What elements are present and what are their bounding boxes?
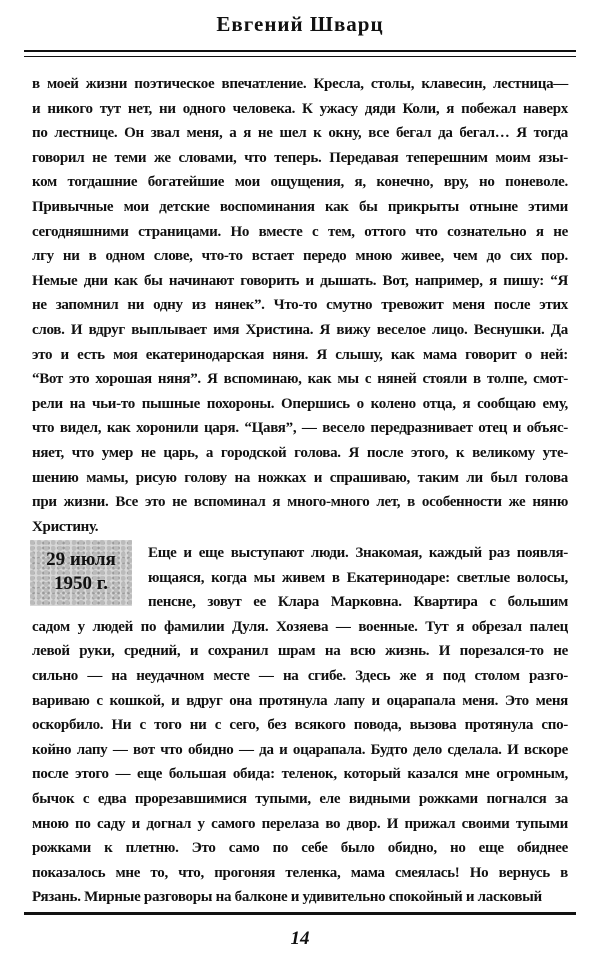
- text-line: садом у людей по фамилии Дуля. Хозяева — военные. Тут я обрезал палец: [32, 618, 568, 635]
- text-line: после этого — еще большая обида: теленок, который казался мне огромным,: [32, 766, 568, 783]
- text-line: мною по саду и догнал у самого перелаза во двор. И прижал своими тупыми: [32, 815, 568, 832]
- text-line: по лестнице. Он звал меня, а я не шел к окну, все бегал да бегал… Я тогда: [32, 125, 568, 142]
- text-line: не запомнил ни одну из нянек”. Что-то смутно тревожит меня после этих: [32, 297, 568, 314]
- text-line: пенсне, зовут ее Клара Марковна. Квартира с большим: [148, 594, 568, 611]
- text-line: Христину.: [32, 518, 99, 535]
- text-line: бычок с едва прорезавшимися тупыми, еле видными рожками погнался за: [32, 791, 568, 807]
- text-line: при жизни. Все это не вспоминал я много-много лет, в особенности же няню: [32, 494, 568, 511]
- text-line: рожками к плетню. Это само по себе было обидно, но еще обиднее: [32, 840, 568, 857]
- date-stamp: [30, 540, 132, 606]
- date-stamp-day: 29 июля: [46, 549, 116, 570]
- header-rule-top: [24, 50, 576, 52]
- page-number: 14: [290, 928, 310, 949]
- text-line: шению мамы, рисую голову на ножках и спрашиваю, таким ли был голова: [32, 469, 568, 486]
- text-line: рели на чьи-то пышные похороны. Опершись о колено отца, я сообщаю ему,: [32, 395, 568, 412]
- text-line: ющаяся, когда мы живем в Екатеринодаре: светлые волосы,: [148, 569, 568, 586]
- text-line: что видел, как хоронили царя. “Цавя”, — весело передразнивает отец и объяс-: [32, 420, 568, 437]
- running-header-title: Евгений Шварц: [216, 12, 384, 36]
- text-line: Привычные мои детские воспоминания как бы прикрыты отныне этими: [32, 199, 568, 215]
- text-line: няет, что умер не царь, а городской голова. Я после этого, к великому уте-: [32, 445, 568, 461]
- date-stamp-year: 1950 г.: [54, 573, 108, 594]
- text-line: это и есть моя екатеринодарская няня. Я слышу, как мама говорит о ней:: [32, 346, 568, 363]
- text-line: лгу ни в одном слове, что-то встает передо мною живее, чем до сих пор.: [32, 248, 568, 265]
- footer-rule: [24, 912, 576, 915]
- text-line: ком тогдашние богатейшие мои ощущения, я, конечно, вру, но поневоле.: [32, 174, 568, 191]
- text-line: оскорбило. Ни с того ни с сего, без всякого повода, вызова протянула спо-: [32, 717, 568, 734]
- text-line: говорил не теми же словами, что теперь. Передавая теперешним моим язы-: [32, 149, 568, 166]
- text-line: вариваю с кошкой, и вдруг она протянула лапу и оцарапала меня. Это меня: [32, 692, 568, 709]
- text-line: койно лапу — вот что обидно — да и оцарапала. Будто дело сделала. И вскоре: [32, 741, 568, 758]
- text-line: левой руки, средний, и сохранил шрам на всю жизнь. И порезался-то не: [32, 643, 568, 660]
- text-line: Немые дни как бы начинают говорить и дышать. Вот, например, я пишу: “Я: [32, 272, 568, 289]
- text-line: и никого тут нет, ни одного человека. К ужасу дяди Коли, я побежал наверх: [32, 100, 568, 117]
- text-line: сильно — на неудачном месте — на сгибе. Здесь же я под столом разго-: [32, 668, 568, 684]
- text-line: слов. И вдруг выплывает имя Христина. Я вижу веселое лицо. Веснушки. Да: [32, 322, 568, 338]
- text-line: Рязань. Мирные разговоры на балконе и удивительно спокойный и ласковый: [32, 889, 542, 906]
- header-rule-bottom: [24, 56, 576, 57]
- text-line: в моей жизни поэтическое впечатление. Кресла, столы, клавесин, лестница—: [32, 76, 568, 92]
- text-line: “Вот это хорошая няня”. Я вспоминаю, как мы с няней стояли в толпе, смот-: [32, 371, 568, 388]
- text-line: показалось мне то, что, прогоняя теленка, мама смеялась! Но вернусь в: [32, 864, 568, 881]
- text-line: сегодняшними страницами. Но вместе с тем, оттого что сознательно я не: [32, 223, 568, 240]
- text-line: Еще и еще выступают люди. Знакомая, каждый раз появля-: [148, 545, 568, 561]
